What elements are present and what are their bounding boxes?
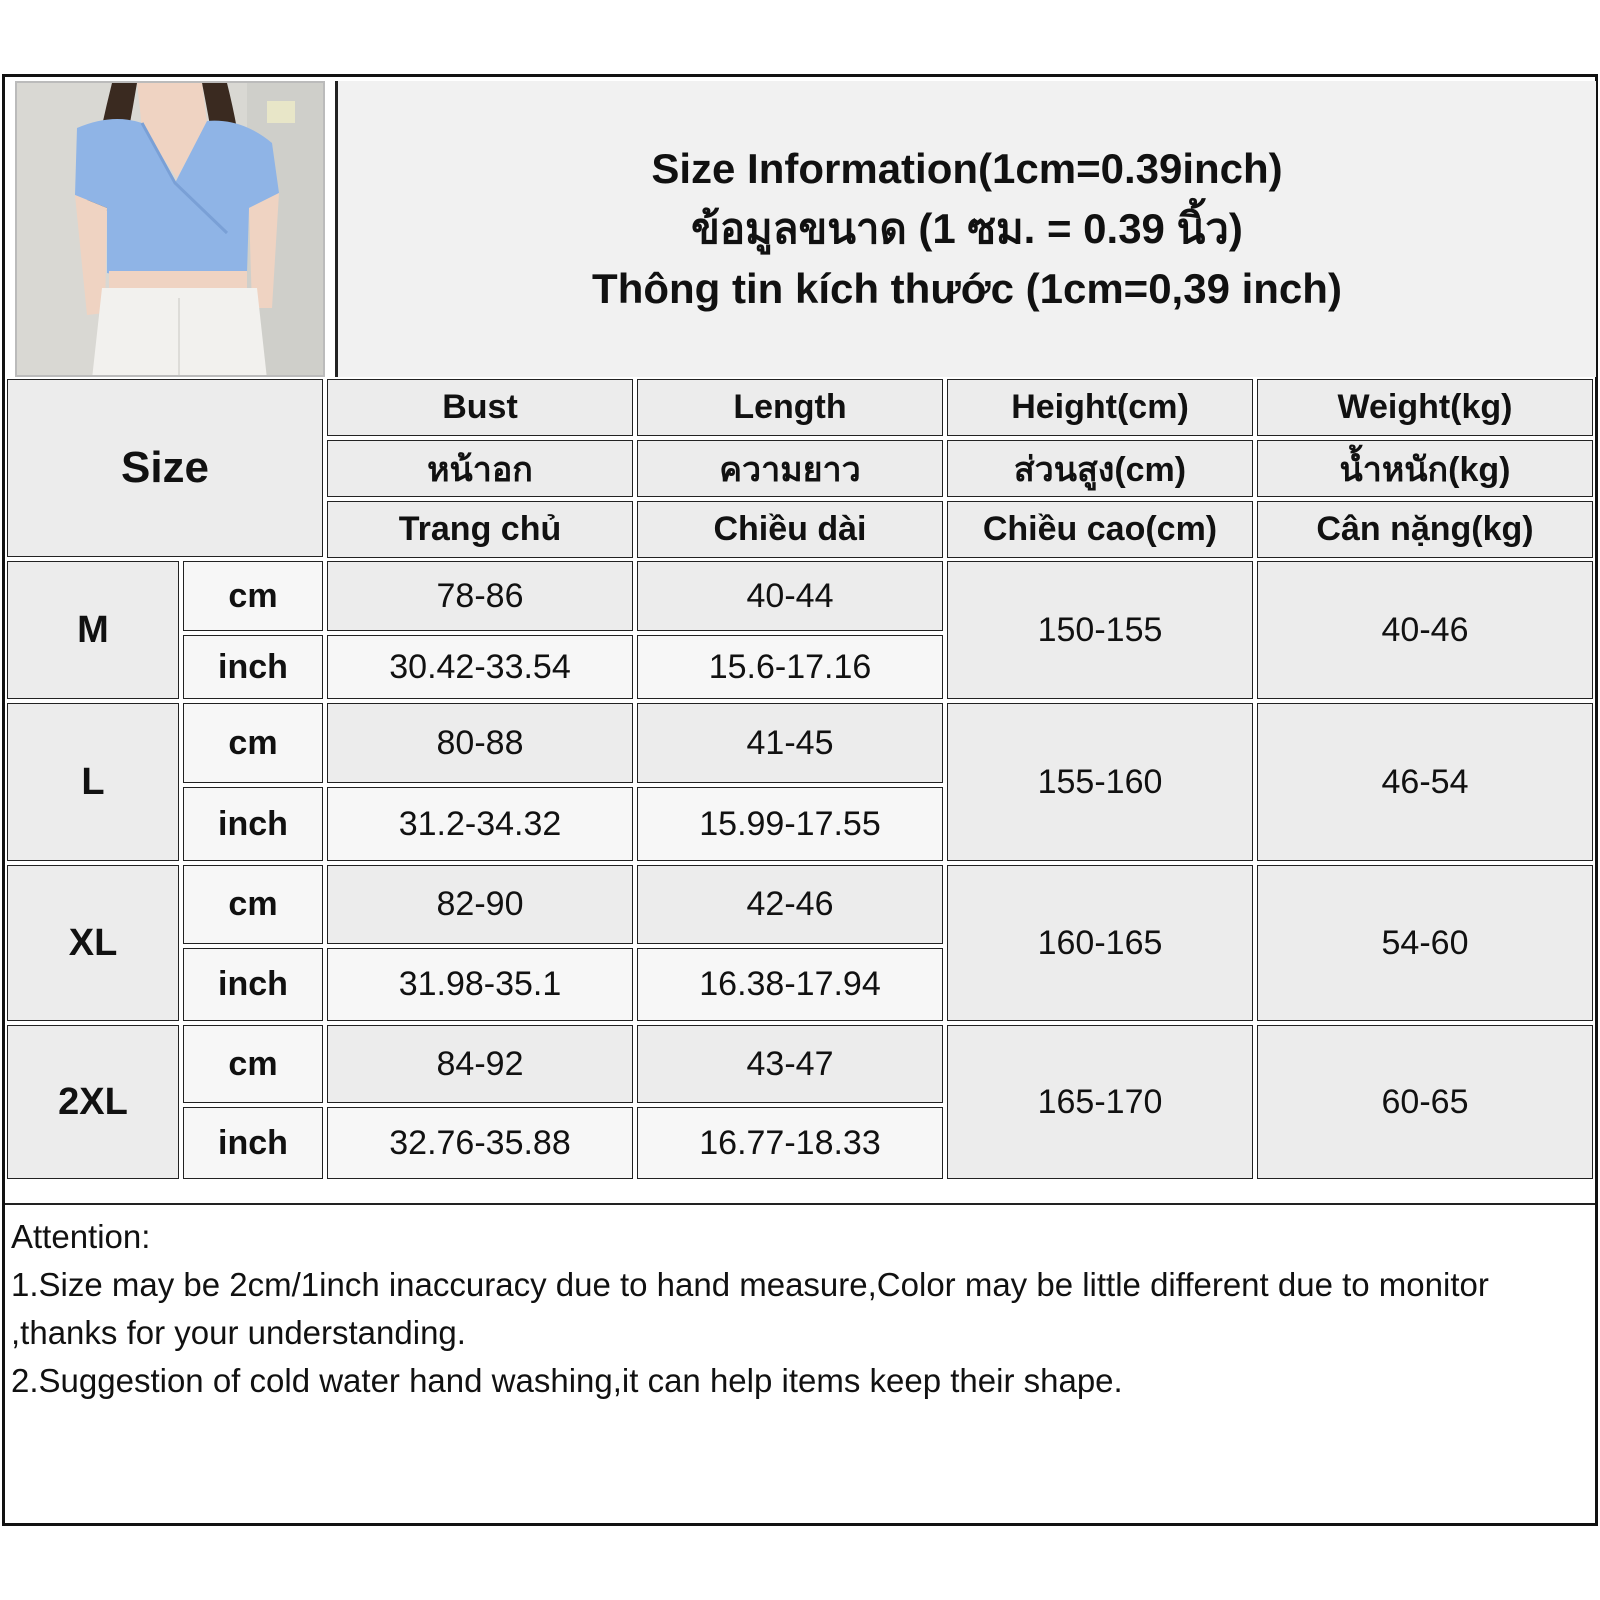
title-thai: ข้อมูลขนาด (1 ซม. = 0.39 นิ้ว) [691, 205, 1243, 252]
bust-cm-value: 80-88 [325, 701, 635, 785]
attention-note-1: 1.Size may be 2cm/1inch inaccuracy due to hand measure,Color may be little different due to monitor ,thanks for your understanding. [11, 1266, 1489, 1351]
length-inch-value: 15.6-17.16 [635, 633, 945, 701]
title-vietnamese: Thông tin kích thước (1cm=0,39 inch) [592, 265, 1342, 312]
unit-inch-label: inch [181, 946, 325, 1023]
size-chart [2, 74, 1598, 1526]
column-header-3-vi: Cân nặng(kg) [1255, 499, 1595, 560]
height-value: 165-170 [945, 1023, 1255, 1181]
weight-value: 46-54 [1255, 701, 1595, 863]
weight-value: 60-65 [1255, 1023, 1595, 1181]
title-english: Size Information(1cm=0.39inch) [651, 145, 1283, 192]
size-label: M [5, 559, 181, 701]
bust-inch-value: 31.2-34.32 [325, 785, 635, 863]
height-value: 155-160 [945, 701, 1255, 863]
product-photo-illustration [17, 83, 325, 377]
column-header-1-en: Length [635, 377, 945, 438]
size-label: L [5, 701, 181, 863]
product-photo [15, 81, 325, 377]
column-header-0-vi: Trang chủ [325, 499, 635, 560]
bust-cm-value: 82-90 [325, 863, 635, 946]
size-label: 2XL [5, 1023, 181, 1181]
length-inch-value: 15.99-17.55 [635, 785, 945, 863]
attention-note-2: 2.Suggestion of cold water hand washing,it can help items keep their shape. [11, 1362, 1123, 1399]
column-header-3-th: น้ำหนัก(kg) [1255, 438, 1595, 499]
column-header-1-vi: Chiều dài [635, 499, 945, 560]
length-cm-value: 43-47 [635, 1023, 945, 1105]
bust-inch-value: 30.42-33.54 [325, 633, 635, 701]
length-cm-value: 42-46 [635, 863, 945, 946]
weight-value: 40-46 [1255, 559, 1595, 701]
size-label: XL [5, 863, 181, 1023]
height-value: 160-165 [945, 863, 1255, 1023]
unit-cm-label: cm [181, 863, 325, 946]
unit-cm-label: cm [181, 559, 325, 633]
length-cm-value: 40-44 [635, 559, 945, 633]
unit-cm-label: cm [181, 1023, 325, 1105]
height-value: 150-155 [945, 559, 1255, 701]
bust-inch-value: 32.76-35.88 [325, 1105, 635, 1181]
unit-cm-label: cm [181, 701, 325, 785]
column-header-0-en: Bust [325, 377, 635, 438]
bust-inch-value: 31.98-35.1 [325, 946, 635, 1023]
attention-notes [5, 1203, 1595, 1523]
column-header-2-vi: Chiều cao(cm) [945, 499, 1255, 560]
bust-cm-value: 84-92 [325, 1023, 635, 1105]
column-header-2-en: Height(cm) [945, 377, 1255, 438]
column-header-3-en: Weight(kg) [1255, 377, 1595, 438]
attention-heading: Attention: [11, 1218, 151, 1255]
column-header-1-th: ความยาว [635, 438, 945, 499]
column-header-0-th: หน้าอก [325, 438, 635, 499]
title-area [335, 81, 1596, 377]
weight-value: 54-60 [1255, 863, 1595, 1023]
unit-inch-label: inch [181, 785, 325, 863]
length-inch-value: 16.38-17.94 [635, 946, 945, 1023]
unit-inch-label: inch [181, 633, 325, 701]
size-header: Size [5, 377, 325, 559]
length-inch-value: 16.77-18.33 [635, 1105, 945, 1181]
column-header-2-th: ส่วนสูง(cm) [945, 438, 1255, 499]
unit-inch-label: inch [181, 1105, 325, 1181]
bust-cm-value: 78-86 [325, 559, 635, 633]
length-cm-value: 41-45 [635, 701, 945, 785]
